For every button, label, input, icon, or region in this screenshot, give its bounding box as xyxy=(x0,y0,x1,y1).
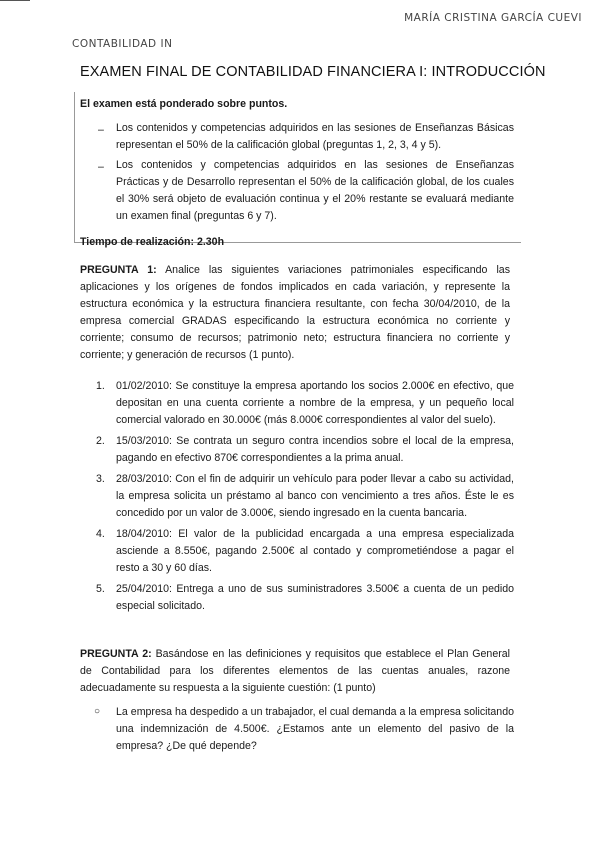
circle-bullet-icon: ○ xyxy=(94,706,101,717)
dash-bullet: – xyxy=(98,124,104,136)
list-item: 5. 25/04/2010: Entrega a uno de sus suministradores 3.500€ a cuenta de un pedido especial solicitado. xyxy=(96,583,514,612)
time-label: Tiempo de realización: 2.30h xyxy=(80,236,225,248)
info-bullet-2: Los contenidos y competencias adquiridos en las sesiones de Enseñanzas Prácticas y de Desarrollo representan el 50% de la calificación global, de los cuales el 30% será objeto de evaluación continua y el 20% restante se evaluará mediante un examen final (preguntas 6 y 7). xyxy=(116,159,514,222)
question-1 xyxy=(80,262,510,364)
question-1-label: PREGUNTA 1: xyxy=(80,264,157,276)
list-item: 2. 15/03/2010: Se contrata un seguro contra incendios sobre el local de la empresa, pagando en efectivo 870€ correspondientes a la prima anual. xyxy=(96,435,514,464)
list-item: 3. 28/03/2010: Con el fin de adquirir un vehículo para poder llevar a cabo su actividad, la empresa solicita un préstamo al banco con vencimiento a tres años. Éste le es concedido por un valor de 3.000€, siendo ingresado en la cuenta bancaria. xyxy=(96,473,514,519)
student-name: MARÍA CRISTINA GARCÍA CUEVI xyxy=(404,12,582,24)
info-bullet-1: Los contenidos y competencias adquiridos en las sesiones de Enseñanzas Básicas representan el 50% de la calificación global (preguntas 1, 2, 3, 4 y 5). xyxy=(116,122,514,151)
question-1-text: Analice las siguientes variaciones patrimoniales especificando las aplicaciones y los orígenes de fondos implicados en cada variación, y represente la estructura económica y la estructura financiera resultante, con fecha 30/04/2010, de la empresa comercial GRADAS especificando la estructura económica no corriente y corriente; consumo de recursos; patrimonio neto; estructura financiera no corriente y corriente; y generación de recursos (1 punto). xyxy=(80,264,510,361)
question-2-text: Basándose en las definiciones y requisitos que establece el Plan General de Contabilidad para los diferentes elementos de las cuentas anuales, razone adecuadamente su respuesta a la siguiente cuestión: (1 punto) xyxy=(80,648,510,694)
dash-bullet: – xyxy=(98,161,104,173)
list-item: 1. 01/02/2010: Se constituye la empresa aportando los socios 2.000€ en efectivo, que depositan en una cuenta corriente a nombre de la empresa, y un pequeño local comercial valorado en 30.000€ (más 8.000€ correspondientes al valor del suelo). xyxy=(96,380,514,426)
exam-title: EXAMEN FINAL DE CONTABILIDAD FINANCIERA I: INTRODUCCIÓN xyxy=(80,64,546,80)
list-item: 4. 18/04/2010: El valor de la publicidad encargada a una empresa especializada asciende a 8.550€, pagando 2.500€ al contado y comprometiéndose a pagar el resto a 30 y 60 días. xyxy=(96,528,514,574)
question-1-list xyxy=(96,378,514,619)
pen-stroke-mark xyxy=(0,0,30,1)
weighting-note: El examen está ponderado sobre puntos. xyxy=(80,98,288,110)
question-2-bullet: La empresa ha despedido a un trabajador, el cual demanda a la empresa solicitando una indemnización de 4.500€. ¿Estamos ante un elemento del pasivo de la empresa? ¿De qué depende? xyxy=(116,706,514,752)
question-2-label: PREGUNTA 2: xyxy=(80,648,152,660)
subject-note: CONTABILIDAD IN xyxy=(72,38,173,50)
question-2 xyxy=(80,646,510,697)
